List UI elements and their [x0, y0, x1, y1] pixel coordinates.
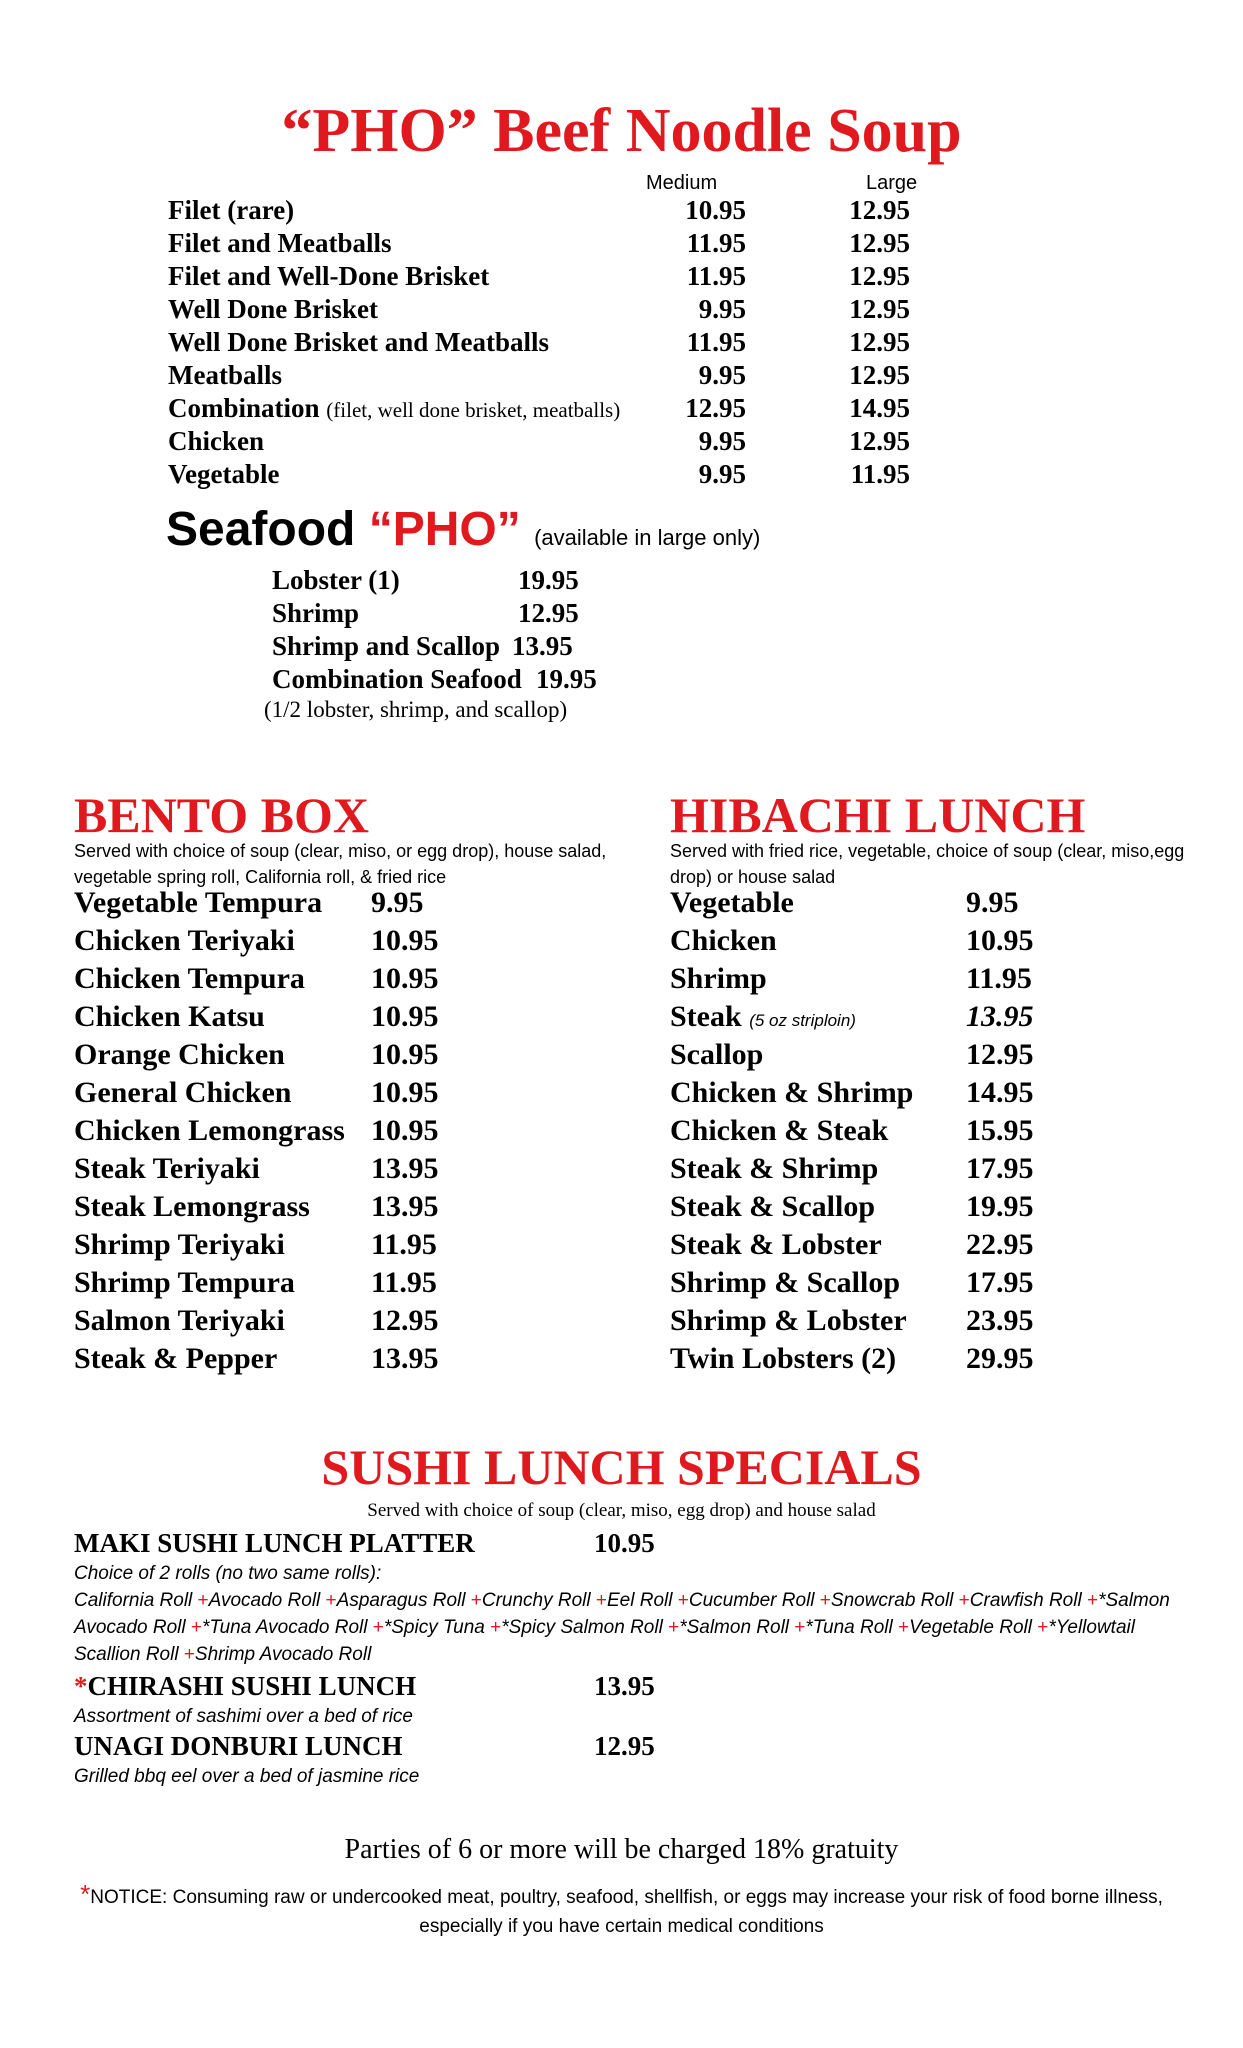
hibachi-item-name: Chicken & Steak: [670, 1114, 889, 1147]
roll-separator: +: [320, 1590, 337, 1611]
roll-separator: +: [185, 1617, 202, 1638]
seafood-title-highlight: “PHO”: [368, 503, 521, 556]
pho-item: [168, 227, 968, 260]
hibachi-title: HIBACHI LUNCH: [670, 787, 1086, 843]
hibachi-item-price: 9.95: [966, 886, 1019, 919]
roll-separator: +: [953, 1590, 970, 1611]
hibachi-item-price: 13.95: [966, 1000, 1034, 1033]
bento-item-name: Shrimp Teriyaki: [74, 1228, 285, 1261]
hibachi-item-price: 14.95: [966, 1076, 1034, 1109]
size-medium-label: Medium: [646, 172, 718, 194]
pho-item: [168, 293, 968, 326]
bento-item-name: Steak Teriyaki: [74, 1152, 260, 1185]
bento-item-price: 10.95: [371, 1114, 439, 1147]
chirashi-price: 13.95: [594, 1671, 655, 1701]
roll-option: Asparagus Roll: [336, 1590, 466, 1611]
pho-item-medium-price: 9.95: [698, 426, 746, 456]
roll-separator: +: [465, 1590, 482, 1611]
pho-item-name-group: [168, 392, 620, 427]
roll-option: Snowcrab Roll: [830, 1590, 954, 1611]
seafood-item-price: 13.95: [512, 631, 573, 661]
roll-options: [74, 1587, 1174, 1668]
bento-item: [74, 1302, 439, 1340]
bento-item-price: 13.95: [371, 1342, 439, 1375]
roll-separator: +: [1081, 1590, 1099, 1611]
hibachi-item: [670, 1302, 1034, 1340]
pho-item-medium-price: 10.95: [685, 195, 746, 225]
hibachi-item-name: Twin Lobsters (2): [670, 1342, 897, 1375]
pho-item-medium-price: 9.95: [698, 459, 746, 489]
notice-star: *: [80, 1879, 91, 1909]
size-large-label: Large: [866, 172, 918, 194]
hibachi-item-name: Scallop: [670, 1038, 764, 1071]
pho-title: “PHO” Beef Noodle Soup: [281, 97, 962, 165]
hibachi-item-name: Shrimp & Scallop: [670, 1266, 901, 1299]
bento-item: [74, 922, 439, 960]
roll-separator: +: [590, 1590, 607, 1611]
hibachi-item: [670, 960, 1032, 998]
hibachi-item-price: 17.95: [966, 1152, 1034, 1185]
seafood-item: [272, 597, 579, 630]
unagi-item: [74, 1730, 655, 1762]
pho-item-name: Meatballs: [168, 360, 282, 390]
bento-item-price: 9.95: [371, 886, 424, 919]
hibachi-item-price: 19.95: [966, 1190, 1034, 1223]
pho-item-medium-price: 11.95: [686, 327, 746, 357]
raw-star: *: [74, 1671, 88, 1701]
pho-item-name: Well Done Brisket: [168, 294, 378, 324]
pho-item-name: Chicken: [168, 426, 265, 456]
pho-item-name-group: [168, 425, 264, 458]
bento-title: BENTO BOX: [74, 787, 369, 843]
sushi-title: SUSHI LUNCH SPECIALS: [321, 1439, 922, 1495]
seafood-title: [166, 502, 760, 566]
hibachi-item-name: Chicken & Shrimp: [670, 1076, 914, 1109]
roll-option: *Salmon Roll: [679, 1617, 790, 1638]
bento-item: [74, 998, 439, 1036]
bento-item: [74, 960, 439, 998]
roll-separator: +: [814, 1590, 831, 1611]
bento-item-name: General Chicken: [74, 1076, 292, 1109]
chirashi-name: CHIRASHI SUSHI LUNCH: [87, 1671, 417, 1701]
seafood-item-name: Shrimp: [272, 598, 360, 628]
bento-item-name: Chicken Teriyaki: [74, 924, 295, 957]
chirashi-item: [74, 1670, 655, 1702]
pho-item: [168, 260, 968, 293]
bento-item-price: 11.95: [371, 1228, 437, 1261]
hibachi-item-name: Shrimp & Lobster: [670, 1304, 907, 1337]
roll-separator: +: [892, 1617, 910, 1638]
hibachi-item: [670, 1150, 1034, 1188]
consumption-notice: [70, 1880, 1173, 1941]
bento-item-name: Chicken Tempura: [74, 962, 305, 995]
hibachi-item: [670, 1340, 1034, 1378]
bento-item: [74, 1036, 439, 1074]
pho-item: [168, 194, 968, 227]
hibachi-item: [670, 1188, 1034, 1226]
bento-item-name: Chicken Katsu: [74, 1000, 265, 1033]
hibachi-item-name: Chicken: [670, 924, 777, 957]
seafood-item: [272, 663, 597, 696]
bento-item: [74, 1340, 439, 1378]
hibachi-item: [670, 1036, 1034, 1074]
roll-separator: +: [192, 1590, 209, 1611]
pho-item-large-price: 14.95: [849, 393, 910, 423]
bento-item: [74, 884, 424, 922]
bento-item-price: 10.95: [371, 1038, 439, 1071]
roll-option: *Spicy Salmon Roll: [501, 1617, 663, 1638]
pho-item-name-group: [168, 293, 378, 326]
bento-item: [74, 1226, 437, 1264]
hibachi-item-price: 11.95: [966, 962, 1032, 995]
hibachi-item-price: 15.95: [966, 1114, 1034, 1147]
roll-option: *Spicy Tuna: [383, 1617, 485, 1638]
roll-separator: +: [789, 1617, 806, 1638]
bento-item-price: 10.95: [371, 924, 439, 957]
hibachi-item-name: Shrimp: [670, 962, 767, 995]
seafood-item: [272, 564, 579, 597]
bento-item-price: 13.95: [371, 1190, 439, 1223]
pho-item-large-price: 12.95: [849, 195, 910, 225]
bento-item-price: 13.95: [371, 1152, 439, 1185]
seafood-item-name: Shrimp and Scallop: [272, 631, 501, 661]
unagi-name: UNAGI DONBURI LUNCH: [74, 1731, 403, 1761]
pho-item-medium-price: 11.95: [686, 228, 746, 258]
pho-item-name-group: [168, 326, 549, 359]
bento-item-price: 10.95: [371, 1076, 439, 1109]
roll-option: Crawfish Roll: [969, 1590, 1082, 1611]
hibachi-item-price: 22.95: [966, 1228, 1034, 1261]
notice-text: NOTICE: Consuming raw or undercooked meat, poultry, seafood, shellfish, or eggs may increase your risk of food borne illness, especially if you have certain medical conditions: [90, 1887, 1163, 1937]
pho-item-medium-price: 9.95: [698, 294, 746, 324]
pho-item: [168, 359, 968, 392]
pho-item-medium-price: 12.95: [685, 393, 746, 423]
hibachi-item: [670, 922, 1034, 960]
hibachi-item-name: Steak & Lobster: [670, 1228, 882, 1261]
roll-separator: +: [1031, 1617, 1049, 1638]
pho-item: [168, 458, 968, 491]
maki-platter-name: MAKI SUSHI LUNCH PLATTER: [74, 1528, 475, 1558]
roll-option: *Tuna Avocado Roll: [201, 1617, 368, 1638]
roll-separator: +: [672, 1590, 689, 1611]
pho-item-name-group: [168, 260, 489, 293]
bento-item-name: Orange Chicken: [74, 1038, 285, 1071]
bento-description: Served with choice of soup (clear, miso, or egg drop), house salad, vegetable spring roll, California roll, & fried rice: [74, 841, 607, 887]
roll-separator: +: [484, 1617, 502, 1638]
gratuity-note: Parties of 6 or more will be charged 18% gratuity: [344, 1834, 899, 1865]
seafood-item-price: 19.95: [518, 565, 579, 595]
hibachi-item-price: 23.95: [966, 1304, 1034, 1337]
hibachi-item-price: 29.95: [966, 1342, 1034, 1375]
roll-option: Crunchy Roll: [481, 1590, 591, 1611]
bento-item-price: 10.95: [371, 962, 439, 995]
hibachi-item: [670, 1112, 1034, 1150]
pho-item-name: Filet and Meatballs: [168, 228, 392, 258]
bento-item-name: Steak Lemongrass: [74, 1190, 310, 1223]
bento-item-name: Chicken Lemongrass: [74, 1114, 345, 1147]
roll-option: Avocado Roll: [208, 1590, 321, 1611]
pho-item-name: Filet (rare): [168, 195, 295, 225]
pho-item-name: Well Done Brisket and Meatballs: [168, 327, 550, 357]
seafood-item-name: Lobster (1): [272, 565, 400, 595]
hibachi-item: [670, 998, 1034, 1036]
pho-item-name: Vegetable: [168, 459, 280, 489]
pho-item-large-price: 12.95: [849, 228, 910, 258]
hibachi-item: [670, 1074, 1034, 1112]
bento-item-price: 10.95: [371, 1000, 439, 1033]
pho-item-name: Filet and Well-Done Brisket: [168, 261, 490, 291]
hibachi-item-name: Steak & Scallop: [670, 1190, 876, 1223]
bento-item-name: Salmon Teriyaki: [74, 1304, 285, 1337]
roll-separator: +: [367, 1617, 384, 1638]
pho-item-large-price: 12.95: [849, 294, 910, 324]
pho-item-name-group: [168, 458, 279, 491]
hibachi-item-name: Steak & Shrimp: [670, 1152, 879, 1185]
hibachi-item-name: Steak: [670, 1000, 742, 1033]
unagi-price: 12.95: [594, 1731, 655, 1761]
pho-item-medium-price: 9.95: [698, 360, 746, 390]
seafood-item-name: Combination Seafood: [272, 664, 522, 694]
chirashi-desc: Assortment of sashimi over a bed of rice: [74, 1706, 413, 1727]
bento-item: [74, 1150, 439, 1188]
unagi-desc: Grilled bbq eel over a bed of jasmine rice: [74, 1766, 420, 1787]
pho-item-name: Combination: [168, 393, 320, 423]
pho-item-name-group: [168, 359, 282, 392]
bento-item: [74, 1112, 439, 1150]
sushi-subtitle: Served with choice of soup (clear, miso, egg drop) and house salad: [367, 1500, 876, 1521]
hibachi-description: Served with fried rice, vegetable, choice of soup (clear, miso,egg drop) or house salad: [670, 841, 1185, 887]
hibachi-item-price: 12.95: [966, 1038, 1034, 1071]
pho-item-note: (filet, well done brisket, meatballs): [326, 398, 621, 422]
roll-option: *Salmon Avocado Roll: [74, 1590, 1170, 1638]
bento-item: [74, 1074, 439, 1112]
maki-platter-desc: Choice of 2 rolls (no two same rolls):: [74, 1563, 382, 1584]
hibachi-item-name: Vegetable: [670, 886, 794, 919]
seafood-item-price: 12.95: [518, 598, 579, 628]
bento-item: [74, 1188, 439, 1226]
seafood-item: [272, 630, 573, 663]
maki-platter-price: 10.95: [594, 1528, 655, 1558]
seafood-item-price: 19.95: [536, 664, 597, 694]
bento-item-price: 12.95: [371, 1304, 439, 1337]
pho-item: [168, 392, 968, 425]
seafood-combination-note: (1/2 lobster, shrimp, and scallop): [264, 697, 568, 722]
roll-separator: +: [178, 1644, 195, 1665]
pho-item-large-price: 11.95: [850, 459, 910, 489]
pho-item-name-group: [168, 227, 392, 260]
hibachi-item: [670, 1264, 1034, 1302]
bento-item: [74, 1264, 437, 1302]
pho-item-large-price: 12.95: [849, 261, 910, 291]
pho-item-large-price: 12.95: [849, 426, 910, 456]
hibachi-item-price: 17.95: [966, 1266, 1034, 1299]
roll-option: California Roll: [74, 1590, 193, 1611]
roll-option: *Yellowtail Scallion Roll: [74, 1617, 1135, 1665]
bento-item-name: Steak & Pepper: [74, 1342, 278, 1375]
roll-option: Vegetable Roll: [909, 1617, 1032, 1638]
pho-item-name-group: [168, 194, 294, 227]
roll-option: Eel Roll: [607, 1590, 673, 1611]
pho-item-medium-price: 11.95: [686, 261, 746, 291]
pho-item-large-price: 12.95: [849, 360, 910, 390]
maki-platter-item: [74, 1527, 655, 1559]
seafood-title-prefix: Seafood: [166, 503, 356, 556]
hibachi-item-note: (5 oz striploin): [749, 1011, 856, 1030]
pho-item: [168, 326, 968, 359]
hibachi-item: [670, 1226, 1034, 1264]
bento-item-name: Vegetable Tempura: [74, 886, 323, 919]
roll-option: Shrimp Avocado Roll: [194, 1644, 372, 1665]
roll-option: *Tuna Roll: [805, 1617, 893, 1638]
pho-item: [168, 425, 968, 458]
bento-item-price: 11.95: [371, 1266, 437, 1299]
roll-separator: +: [662, 1617, 680, 1638]
pho-item-large-price: 12.95: [849, 327, 910, 357]
roll-option: Cucumber Roll: [688, 1590, 815, 1611]
seafood-title-note: (available in large only): [534, 525, 761, 550]
hibachi-item-price: 10.95: [966, 924, 1034, 957]
bento-item-name: Shrimp Tempura: [74, 1266, 295, 1299]
hibachi-item: [670, 884, 1019, 922]
